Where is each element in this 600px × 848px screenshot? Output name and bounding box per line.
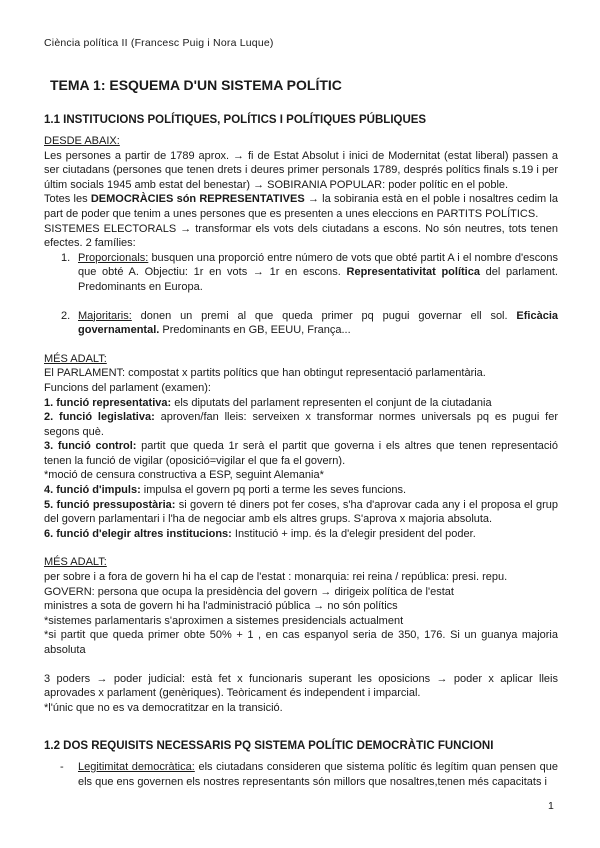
list-item-proporcionals [44, 251, 558, 295]
function-control [44, 439, 558, 468]
page-number: 1 [548, 800, 554, 812]
paragraph-3-poders: 3 poders → poder judicial: està fet x funcionaris superant les oposicions → poder x aplicar lleis aprovades x parlament (genèriques). Teòricament és independent i imparcial. [44, 672, 558, 700]
list-item-tail: del parlament. Predominants en Europa. [78, 266, 558, 293]
list-number: 2. [61, 309, 71, 322]
mes-adalt-label-1: MÉS ADALT: [44, 352, 107, 365]
desde-abaix-label: DESDE ABAIX: [44, 135, 120, 147]
section-2-heading: 1.2 DOS REQUISITS NECESSARIS PQ SISTEMA POLÍTIC DEMOCRÀTIC FUNCIONI [44, 740, 494, 752]
function-label: 3. funció control: [44, 440, 137, 453]
list-item-bold: Eficàcia governamental. [78, 309, 558, 337]
text-run: → la sobirania està en el poble i nosaltres cedim la part de poder que tenim a unes persones que es presenten a unes eleccions en PARTITS POLÍTICS. [44, 193, 558, 220]
list-item-tail: Predominants en GB, EEUU, França... [159, 324, 351, 337]
bullet-label: Legitimitat democràtica: [78, 761, 195, 773]
function-impuls [44, 483, 558, 498]
bullet-legitimitat [44, 760, 558, 789]
paragraph-ciutadans: Les persones a partir de 1789 aprox. → fi de Estat Absolut i inici de Modernitat (estat liberal) passen a ser ciutadans (persones que tenen drets i deures primer personals 1789, després polítics finals s.19 i per últim socials 1945 amb estat del benestar) → SOBIRANIA POPULAR: poder polític en el poble. [44, 149, 558, 191]
line-majoria-absoluta: *si partit que queda primer obte 50% + 1 , en cas espanyol seria de 350, 176. Si un guanya majoria absoluta [44, 629, 558, 656]
section-1-body [44, 134, 558, 715]
paragraph-democracies [44, 192, 558, 221]
mes-adalt-label-2: MÉS ADALT: [44, 556, 107, 569]
list-item-majoritaris [44, 309, 558, 338]
line-govern: GOVERN: persona que ocupa la presidència del govern → dirigeix política de l'estat [44, 585, 454, 598]
paragraph-funcions: Funcions del parlament (examen): [44, 381, 211, 394]
function-label: 4. funció d'impuls: [44, 484, 141, 497]
paragraph-sistemes-electorals: SISTEMES ELECTORALS → transformar els vots dels ciutadans a escons. No són neutres, tots tenen efectes. 2 famílies: [44, 222, 558, 250]
line-sistemes-parlamentaris: *sistemes parlamentaris s'aproximen a sistemes presidencials actualment [44, 614, 404, 627]
function-elegir [44, 527, 558, 542]
function-label: 1. funció representativa: [44, 396, 172, 409]
text-run: Totes les [44, 193, 91, 206]
text-run-bold: DEMOCRÀCIES són REPRESENTATIVES [90, 193, 305, 206]
function-legislativa [44, 410, 558, 439]
list-item-text: busquen una proporció entre número de vots que obté partit A i el nombre d'escons que obté A. Objectiu: 1r en vots → 1r en escons. [78, 251, 558, 279]
list-number: 1. [61, 251, 71, 264]
function-text: Institució + imp. és la d'elegir president del poder. [231, 527, 476, 540]
function-label: 5. funció pressupostària: [44, 498, 176, 511]
function-label: 6. funció d'elegir altres institucions: [44, 527, 232, 540]
list-item-text: donen un premi al que queda primer pq pugui governar ell sol. [131, 309, 517, 322]
paragraph-parlament: El PARLAMENT: compostat x partits polítics que han obtingut representació parlamentària. [44, 367, 486, 380]
list-item-bold: Representativitat política [346, 266, 480, 279]
function-text: impulsa el govern pq porti a terme les seves funcions. [140, 484, 407, 497]
function-text: si govern té diners pot fer coses, s'ha d'aprovar cada any i el proposa el grup del govern parlamentari i l'ha de negociar amb els altres grups. S'aprova x majoria absoluta. [44, 498, 558, 526]
section-2-body [44, 760, 558, 789]
section-1-heading: 1.1 INSTITUCIONS POLÍTIQUES, POLÍTICS I POLÍTIQUES PÚBLIQUES [44, 114, 427, 126]
list-item-label: Proporcionals: [78, 251, 149, 264]
bullet-marker: - [60, 761, 64, 773]
function-text: els diputats del parlament representen el conjunt de la ciutadania [171, 396, 492, 409]
document-title: TEMA 1: ESQUEMA D'UN SISTEMA POLÍTIC [50, 77, 342, 93]
function-pressupostaria [44, 498, 558, 527]
function-text: aproven/fan lleis: serveixen x transformar normes universals pq es pugui fer segons què. [44, 411, 559, 438]
function-representativa [44, 396, 558, 411]
running-header: Ciència política II (Francesc Puig i Nora Luque) [44, 37, 274, 49]
line-ministres: ministres a sota de govern hi ha l'administració pública → no són polítics [44, 600, 398, 613]
function-text: partit que queda 1r serà el partit que governa i els altres que tenen representació tenen la funció de vigilar (oposició=vigilar el que fa el govern). [44, 440, 558, 467]
note-mocio-censura: *moció de censura constructiva a ESP, seguint Alemania* [44, 469, 324, 482]
line-cap-estat: per sobre i a fora de govern hi ha el cap de l'estat : monarquia: rei reina / república: presi. repu. [44, 571, 508, 584]
list-item-label: Majoritaris: [78, 309, 132, 322]
note-transicio: *l'únic que no es va democratitzar en la transició. [44, 701, 283, 714]
bullet-text: els ciutadans consideren que sistema polític és legítim quan pensen que els que ens governen els nostres representants són millors que nosaltres,tenen més capacitats i [78, 761, 558, 788]
function-label: 2. funció legislativa: [44, 411, 155, 424]
